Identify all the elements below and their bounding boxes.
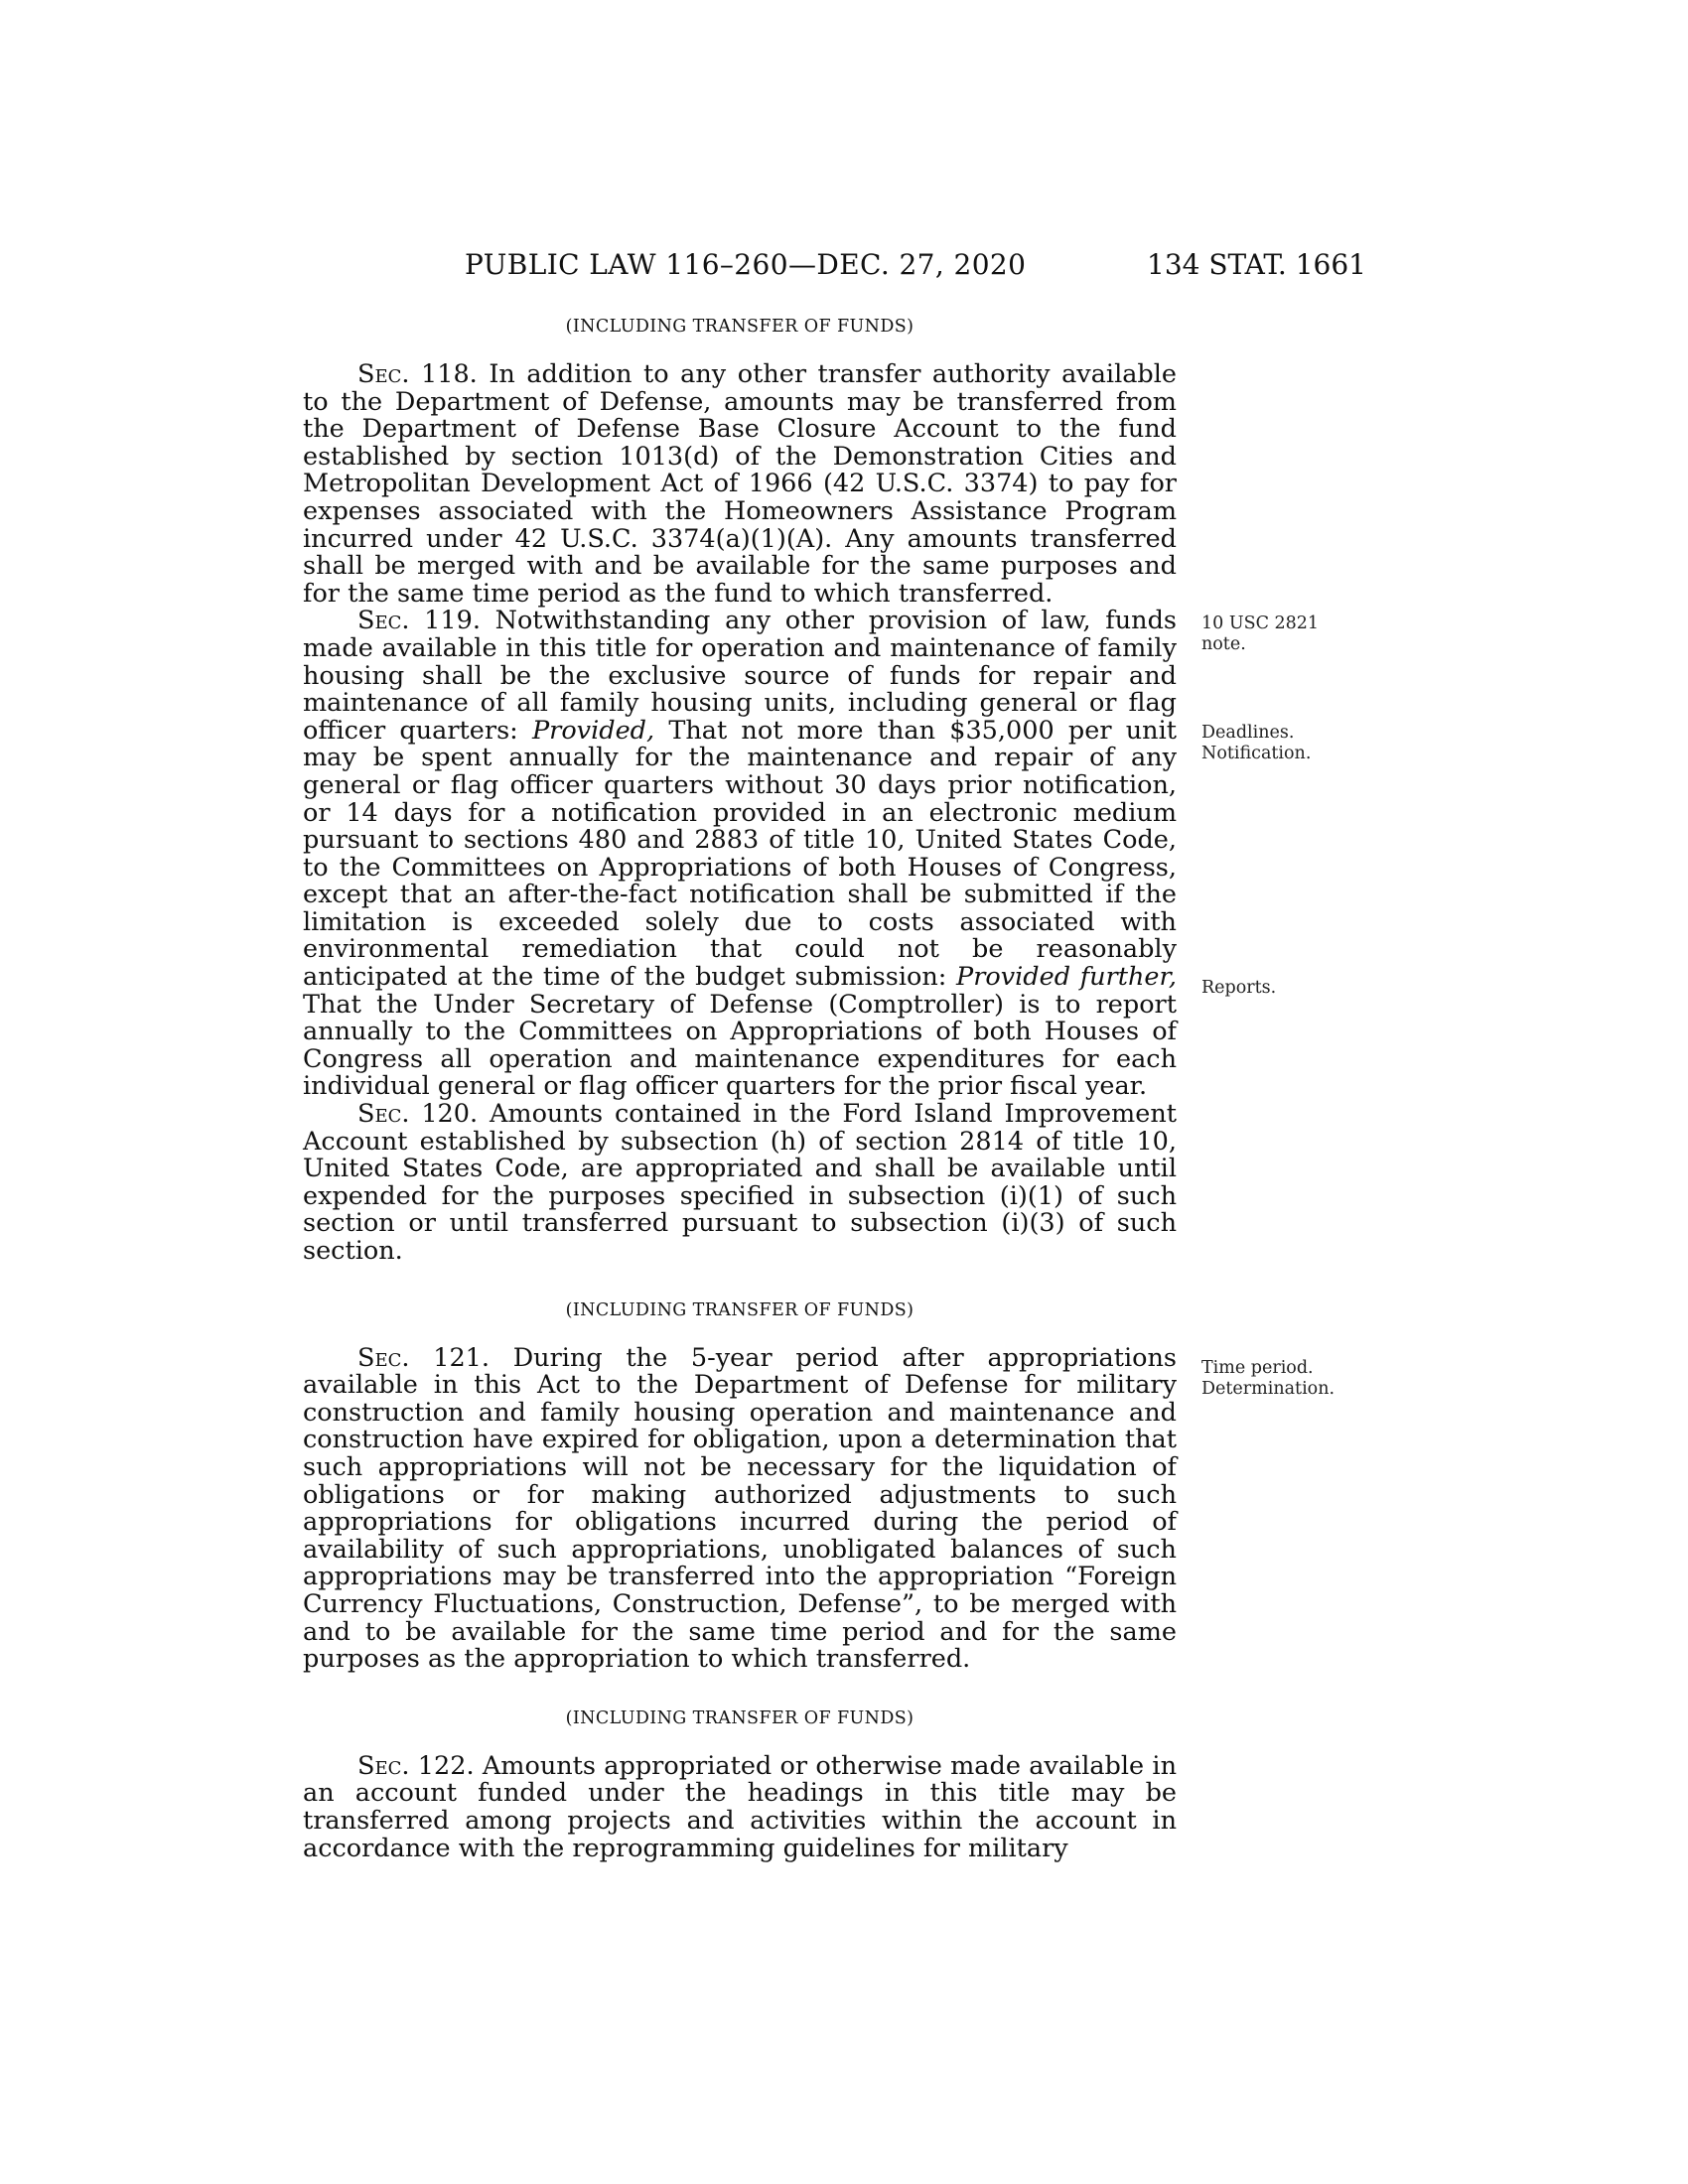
page-header bbox=[298, 248, 1380, 288]
section-120 bbox=[303, 1101, 1177, 1266]
public-law-title: PUBLIC LAW 116–260—DEC. 27, 2020 bbox=[465, 248, 1027, 281]
section-119-label: Sec. 119. bbox=[357, 606, 481, 636]
section-120-label: Sec. 120. bbox=[357, 1099, 479, 1130]
marginal-note-usc bbox=[1201, 614, 1319, 655]
section-119 bbox=[303, 608, 1177, 1101]
section-118-heading: (INCLUDING TRANSFER OF FUNDS) bbox=[565, 317, 914, 337]
section-121-label: Sec. 121. bbox=[357, 1342, 490, 1373]
section-119-text-b: That not more than $35,000 per unit may be spent annually for the maintenance and repair of any general or flag officer quarters without 30 days prior notification, or 14 days for a notification provided in an electronic medium pursuant to sections 480 and 2883 of title 10, United States Code, to the Committees on Appropriations of both Houses of Congress, except that an after-the-fact notification shall be submitted if the limitation is exceeded solely due to costs associated with environmental remediation that could not be reasonably anticipated at the time of the budget submission: bbox=[303, 715, 1177, 993]
marginal-note-reports bbox=[1201, 978, 1276, 999]
statute-page-number: 134 STAT. 1661 bbox=[1147, 248, 1366, 281]
section-122-label: Sec. 122. bbox=[357, 1750, 475, 1781]
section-118 bbox=[303, 361, 1177, 608]
section-121 bbox=[303, 1342, 1177, 1675]
section-118-label: Sec. 118. bbox=[357, 359, 478, 389]
section-119-proviso: Provided, bbox=[531, 715, 655, 746]
marginal-note-time-period-text: Time period. bbox=[1201, 1358, 1314, 1378]
marginal-note-time-period bbox=[1201, 1358, 1335, 1400]
marginal-note-deadlines-text: Deadlines. bbox=[1201, 723, 1295, 743]
section-119-proviso-further: Provided further, bbox=[956, 962, 1178, 993]
marginal-note-usc-line2: note. bbox=[1201, 634, 1246, 654]
main-text bbox=[303, 316, 1177, 1862]
section-122 bbox=[303, 1750, 1178, 1863]
marginal-note-usc-line1: 10 USC 2821 bbox=[1201, 614, 1320, 633]
section-120-text: Amounts contained in the Ford Island Improvement Account established by subsection (h) of section 2814 of title 10, United States Code, are appropriated and shall be available until expended for the purposes specified in subsection (i)(1) of such section or until transferred pursuant to subsection (i)(3) of such section. bbox=[303, 1099, 1177, 1266]
section-119-text-a: Notwithstanding any other provision of law, funds made available in this title for operation and maintenance of family housing shall be the exclusive source of funds for repair and maintenance of all family housing units, including general or flag officer quarters: bbox=[303, 606, 1177, 746]
marginal-note-notification-text: Notification. bbox=[1201, 744, 1312, 763]
marginal-note-deadlines bbox=[1201, 723, 1311, 764]
marginal-note-reports-text: Reports. bbox=[1201, 978, 1277, 998]
section-119-text-c: That the Under Secretary of Defense (Comptroller) is to report annually to the Committees on Appropriations of both Houses of Congress all operation and maintenance expenditures for each individual general or flag officer quarters for the prior fiscal year. bbox=[303, 989, 1177, 1102]
section-122-text: Amounts appropriated or otherwise made available in an account funded under the headings in this title may be transferred among projects and activities within the account in accordance with the reprogramming guidelines for military bbox=[303, 1750, 1178, 1863]
marginal-note-determination-text: Determination. bbox=[1201, 1379, 1336, 1399]
section-121-heading: (INCLUDING TRANSFER OF FUNDS) bbox=[565, 1299, 914, 1320]
section-121-text: During the 5-year period after appropriations available in this Act to the Department of Defense for military construction and family housing operation and maintenance and construction have expired for obligation, upon a determination that such appropriations will not be necessary for the liquidation of obligations or for making authorized adjustments to such appropriations for obligations incurred during the period of availability of such appropriations, unobligated balances of such appropriations may be transferred into the appropriation “Foreign Currency Fluctuations, Construction, Defense”, to be merged with and to be available for the same time period and for the same purposes as the appropriation to which transferred. bbox=[303, 1342, 1177, 1675]
section-118-text: In addition to any other transfer authority available to the Department of Defense, amounts may be transferred from the Department of Defense Base Closure Account to the fund established by section 1013(d) of the Demonstration Cities and Metropolitan Development Act of 1966 (42 U.S.C. 3374) to pay for expenses associated with the Homeowners Assistance Program incurred under 42 U.S.C. 3374(a)(1)(A). Any amounts transferred shall be merged with and be available for the same purposes and for the same time period as the fund to which transferred. bbox=[303, 359, 1178, 609]
section-122-heading: (INCLUDING TRANSFER OF FUNDS) bbox=[565, 1707, 914, 1728]
